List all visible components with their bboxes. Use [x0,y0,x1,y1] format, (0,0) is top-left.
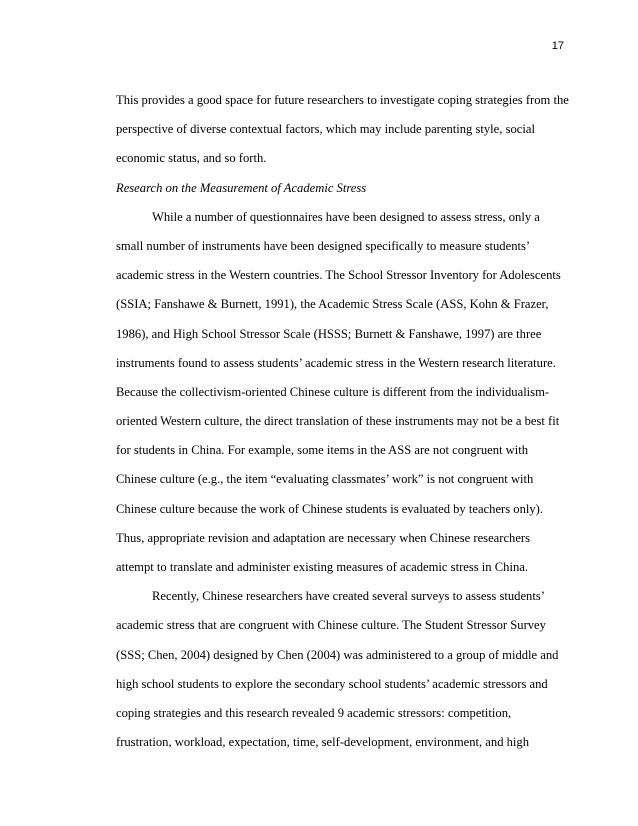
body-text [116,86,568,757]
text-line: instruments found to assess students’ academic stress in the Western research literature. [116,355,556,370]
text-line: attempt to translate and administer existing measures of academic stress in China. [116,560,528,574]
text-line: While a number of questionnaires have been designed to assess stress, only a [152,209,540,224]
text-line: Thus, appropriate revision and adaptation are necessary when Chinese researchers [116,530,531,545]
text-line: perspective of diverse contextual factors, which may include parenting style, social [116,122,535,137]
text-line: academic stress that are congruent with Chinese culture. The Student Stressor Survey [116,618,546,633]
text-line: Chinese culture (e.g., the item “evaluating classmates’ work” is not congruent with [116,472,534,487]
text-line: Chinese culture because the work of Chinese students is evaluated by teachers only). [116,501,544,516]
text-line: for students in China. For example, some items in the ASS are not congruent with [116,443,529,458]
text-line: (SSIA; Fanshawe & Burnett, 1991), the Academic Stress Scale (ASS, Kohn & Frazer, [116,297,549,312]
text-line: high school students to explore the secondary school students’ academic stressors and [116,676,548,691]
text-line: coping strategies and this research revealed 9 academic stressors: competition, [116,705,512,720]
text-line: Recently, Chinese researchers have created several surveys to assess students’ [152,589,545,604]
text-line: economic status, and so forth. [116,151,267,166]
text-line: small number of instruments have been designed specifically to measure students’ [116,238,531,253]
text-line: (SSS; Chen, 2004) designed by Chen (2004) was administered to a group of middle and [116,647,559,662]
text-line: 1986), and High School Stressor Scale (HSSS; Burnett & Fanshawe, 1997) are three [116,326,542,341]
text-line: Because the collectivism-oriented Chinese culture is different from the individualism- [116,384,550,399]
text-line: frustration, workload, expectation, time, self-development, environment, and high [116,735,530,750]
section-heading: Research on the Measurement of Academic Stress [116,180,367,195]
text-line: oriented Western culture, the direct translation of these instruments may not be a best fit [116,414,560,429]
page-number: 17 [551,40,564,52]
text-line: academic stress in the Western countries. The School Stressor Inventory for Adolescents [116,268,561,283]
text-line: This provides a good space for future researchers to investigate coping strategies from the [116,93,569,107]
